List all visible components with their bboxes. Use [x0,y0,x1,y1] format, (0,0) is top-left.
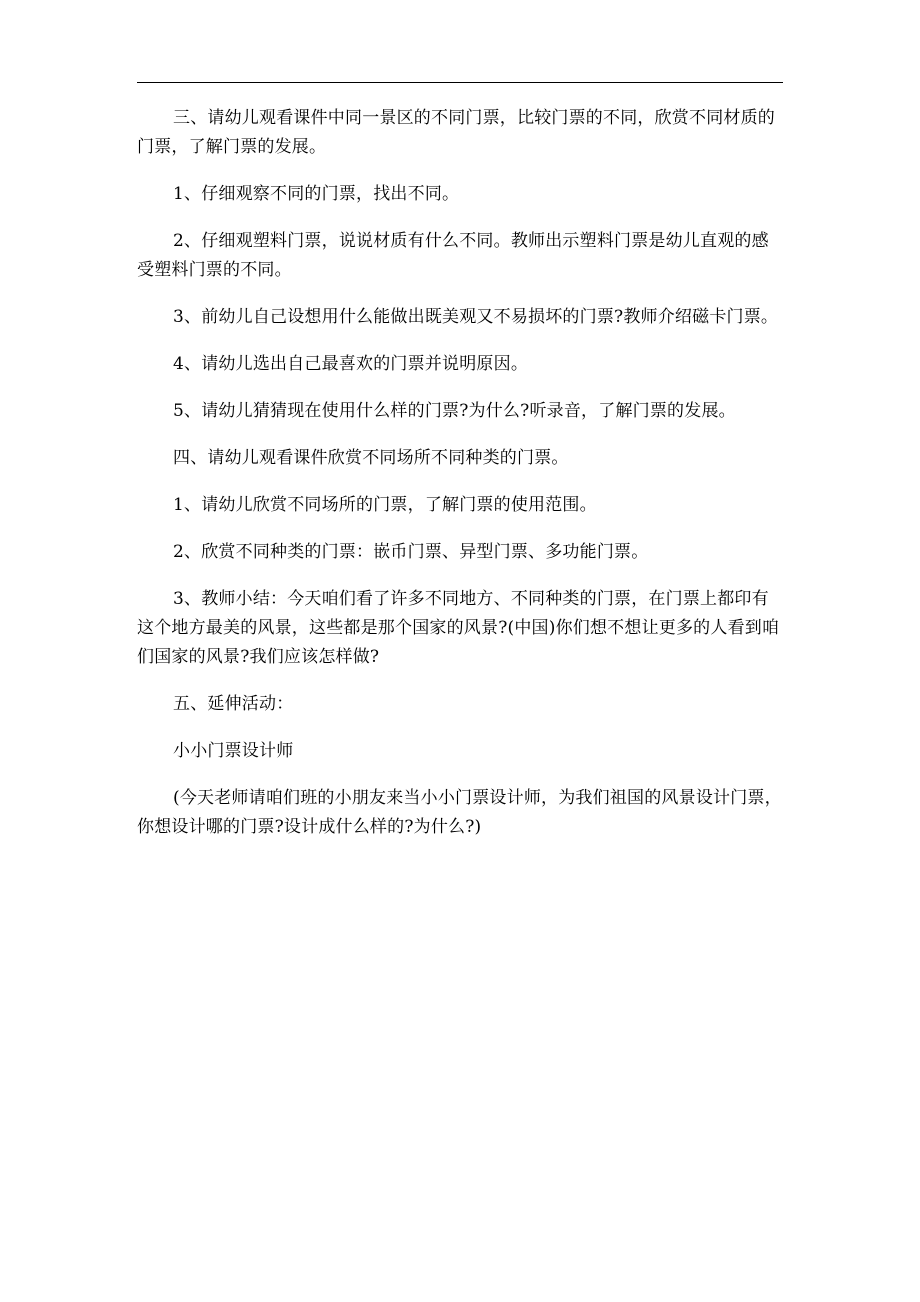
paragraph-4-2: 2、欣赏不同种类的门票：嵌币门票、异型门票、多功能门票。 [173,542,649,562]
paragraph-section-5: 五、延伸活动： [173,694,294,714]
document-body [137,104,783,860]
paragraph-4-1: 1、请幼儿欣赏不同场所的门票，了解门票的使用范围。 [173,495,597,515]
paragraph-activity-title: 小小门票设计师 [173,741,294,761]
paragraph-3-3: 3、前幼儿自己设想用什么能做出既美观又不易损坏的门票?教师介绍磁卡门票。 [173,307,779,327]
header-rule [137,82,783,83]
paragraph-3-5: 5、请幼儿猜猜现在使用什么样的门票?为什么?听录音，了解门票的发展。 [173,401,736,421]
paragraph-section-3: 三、请幼儿观看课件中同一景区的不同门票，比较门票的不同，欣赏不同材质的门票，了解门票的发展。 [137,108,775,157]
paragraph-3-2: 2、仔细观塑料门票，说说材质有什么不同。教师出示塑料门票是幼儿直观的感受塑料门票的不同。 [137,231,769,280]
paragraph-4-3: 3、教师小结：今天咱们看了许多不同地方、不同种类的门票，在门票上都印有这个地方最美的风景，这些都是那个国家的风景?(中国)你们想不想让更多的人看到咱们国家的风景?我们应该怎样做? [137,589,780,667]
paragraph-activity-description: (今天老师请咱们班的小朋友来当小小门票设计师，为我们祖国的风景设计门票，你想设计哪的门票?设计成什么样的?为什么?) [137,788,782,837]
paragraph-section-4: 四、请幼儿观看课件欣赏不同场所不同种类的门票。 [173,448,569,468]
paragraph-3-1: 1、仔细观察不同的门票，找出不同。 [173,184,460,204]
paragraph-3-4: 4、请幼儿选出自己最喜欢的门票并说明原因。 [173,354,529,374]
